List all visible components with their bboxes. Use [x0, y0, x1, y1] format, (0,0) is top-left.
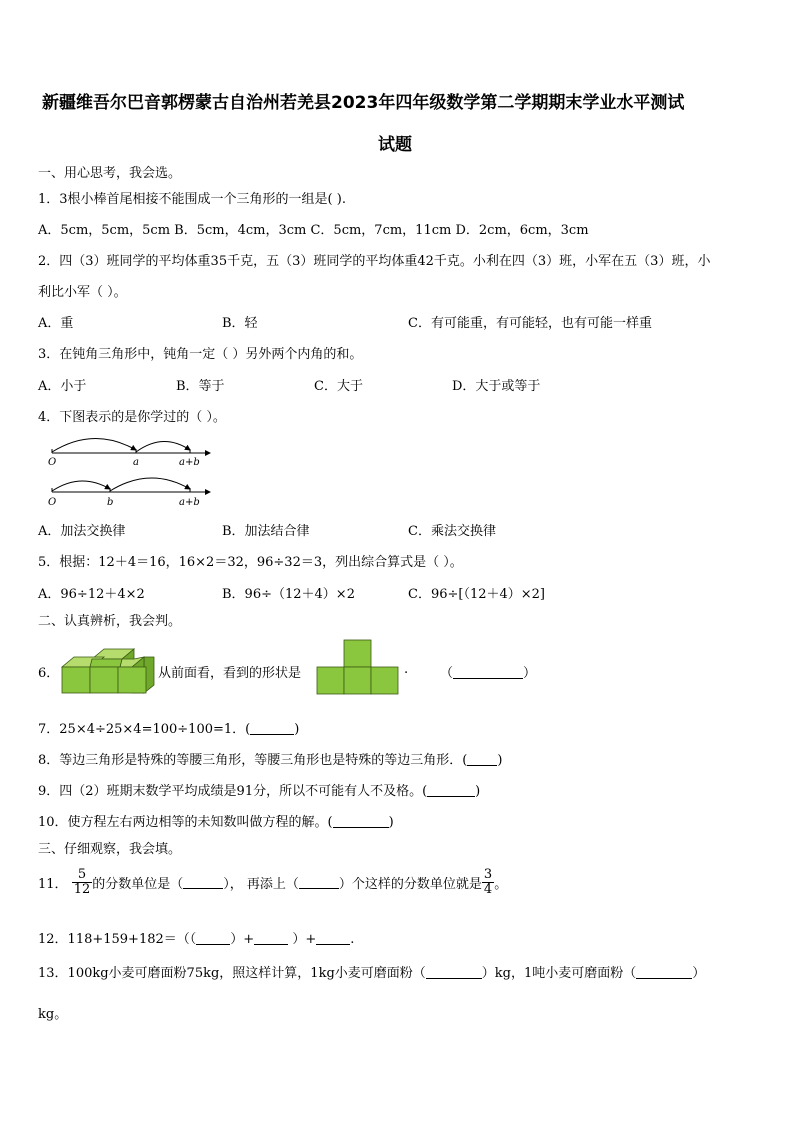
q6-period: . [404, 662, 409, 677]
q11-f2-denominator: 4 [483, 882, 493, 897]
q10-answer-blank[interactable] [333, 815, 389, 828]
nl1-end-label: a+b [179, 457, 200, 468]
nl2-origin-label: O [48, 497, 57, 508]
q6-answer-blank[interactable] [453, 666, 523, 679]
q11-text-4: 。 [494, 877, 508, 892]
q12-blank-2[interactable] [254, 932, 288, 945]
q9-paren-right: ) [475, 784, 481, 799]
number-line-2 [48, 478, 210, 508]
nl2-mid-label: b [107, 497, 114, 508]
nl1-origin-label: O [48, 457, 57, 468]
q4-option-c: C．乘法交换律 [408, 524, 496, 539]
q8-text: 8．等边三角形是特殊的等腰三角形，等腰三角形也是特殊的等边三角形．( [38, 753, 468, 768]
q5-option-c: C．96÷[（12＋4）×2] [408, 587, 546, 602]
q6-answer-wrap [440, 662, 536, 681]
q7-paren-right: ) [294, 722, 300, 737]
q4-option-a: A．加法交换律 [38, 524, 126, 539]
q7-line [38, 718, 299, 737]
q2-option-a: A．重 [38, 316, 74, 331]
q9-line [38, 780, 480, 799]
q11-blank-2[interactable] [299, 876, 339, 889]
q12-text-3: ）+ [288, 932, 317, 947]
q2-stem-cont: 利比小军（ ）。 [38, 285, 127, 300]
q11-line [38, 868, 507, 897]
q11-fraction-1 [72, 868, 93, 897]
q13-blank-2[interactable] [636, 966, 692, 979]
q1-options: A．5cm，5cm，5cm B．5cm，4cm，3cm C．5cm，7cm，11cm D．2cm，6cm，3cm [38, 223, 589, 238]
q12-line [38, 928, 354, 947]
q2-option-c: C．有可能重，有可能轻，也有可能一样重 [408, 316, 652, 331]
q11-blank-1[interactable] [183, 876, 223, 889]
q12-text-1: 12．118+159+182＝（（ [38, 932, 197, 947]
cube-solid-figure [60, 645, 156, 697]
front-view-shape [315, 638, 401, 696]
q11-number: 11． [38, 877, 68, 892]
q6-paren-left: （ [440, 666, 454, 681]
q5-option-a: A．96÷12＋4×2 [38, 587, 145, 602]
q12-text-2: ）+ [230, 932, 255, 947]
q6-paren-right: ） [523, 666, 537, 681]
q3-stem: 3．在钝角三角形中，钝角一定（ ）另外两个内角的和。 [38, 347, 363, 362]
q9-answer-blank[interactable] [427, 784, 475, 797]
q10-text: 10．使方程左右两边相等的未知数叫做方程的解。( [38, 815, 333, 830]
q13-text-3: ） [692, 966, 706, 981]
q1-stem: 1．3根小棒首尾相接不能围成一个三角形的一组是( ). [38, 192, 346, 207]
q8-answer-blank[interactable] [467, 753, 497, 766]
q10-paren-right: ) [388, 815, 394, 830]
section-2-heading: 二、认真辨析，我会判。 [38, 614, 182, 629]
q3-option-d: D．大于或等于 [452, 379, 541, 394]
q12-text-4: . [350, 932, 355, 947]
q7-answer-blank[interactable] [250, 722, 294, 735]
q12-blank-1[interactable] [196, 932, 230, 945]
q13-text-1: 13．100kg小麦可磨面粉75kg，照这样计算，1kg小麦可磨面粉（ [38, 966, 426, 981]
q11-text-2: ）， 再添上（ [223, 877, 299, 892]
q3-option-b: B．等于 [176, 379, 225, 394]
page-title: 新疆维吾尔巴音郭楞蒙古自治州若羌县2023年四年级数学第二学期期末学业水平测试 [42, 93, 685, 113]
page-title-line2: 试题 [378, 135, 412, 155]
q4-stem: 4．下图表示的是你学过的（ ）。 [38, 410, 226, 425]
q12-blank-3[interactable] [316, 932, 350, 945]
q7-text: 7．25×4÷25×4=100÷100=1．( [38, 722, 251, 737]
number-line-1 [48, 438, 210, 468]
section-1-heading: 一、用心思考，我会选。 [38, 166, 182, 181]
q11-f2-numerator: 3 [483, 867, 493, 882]
q11-text-3: ）个这样的分数单位就是 [338, 877, 482, 892]
q3-option-a: A．小于 [38, 379, 87, 394]
q13-unit-line: kg。 [38, 1007, 68, 1022]
nl1-mid-label: a [133, 457, 139, 468]
q11-fraction-2 [482, 868, 494, 897]
nl2-end-label: a+b [179, 497, 200, 508]
q5-option-b: B．96÷（12＋4）×2 [222, 587, 355, 602]
q5-stem: 5．根据：12＋4＝16，16×2＝32，96÷32＝3，列出综合算式是（ ）。 [38, 555, 463, 570]
q13-line [38, 962, 705, 981]
q9-text: 9．四（2）班期末数学平均成绩是91分，所以不可能有人不及格。( [38, 784, 428, 799]
q2-option-b: B．轻 [222, 316, 258, 331]
q11-f1-numerator: 5 [72, 868, 93, 883]
q4-option-b: B．加法结合律 [222, 524, 310, 539]
q13-text-2: ）kg，1吨小麦可磨面粉（ [481, 966, 637, 981]
q11-text-1: 的分数单位是（ [92, 877, 184, 892]
q3-option-c: C．大于 [314, 379, 363, 394]
q6-text: 从前面看，看到的形状是 [158, 666, 302, 681]
q8-paren-right: ) [497, 753, 503, 768]
q8-line [38, 749, 502, 768]
q13-blank-1[interactable] [426, 966, 482, 979]
q6-number: 6． [38, 666, 60, 681]
number-line-diagram [38, 428, 218, 518]
section-3-heading: 三、仔细观察，我会填。 [38, 842, 182, 857]
q2-stem: 2．四（3）班同学的平均体重35千克，五（3）班同学的平均体重42千克。小利在四（3）班，小军在五（3）班，小 [38, 254, 711, 269]
q10-line [38, 811, 394, 830]
q11-f1-denominator: 12 [73, 882, 91, 897]
